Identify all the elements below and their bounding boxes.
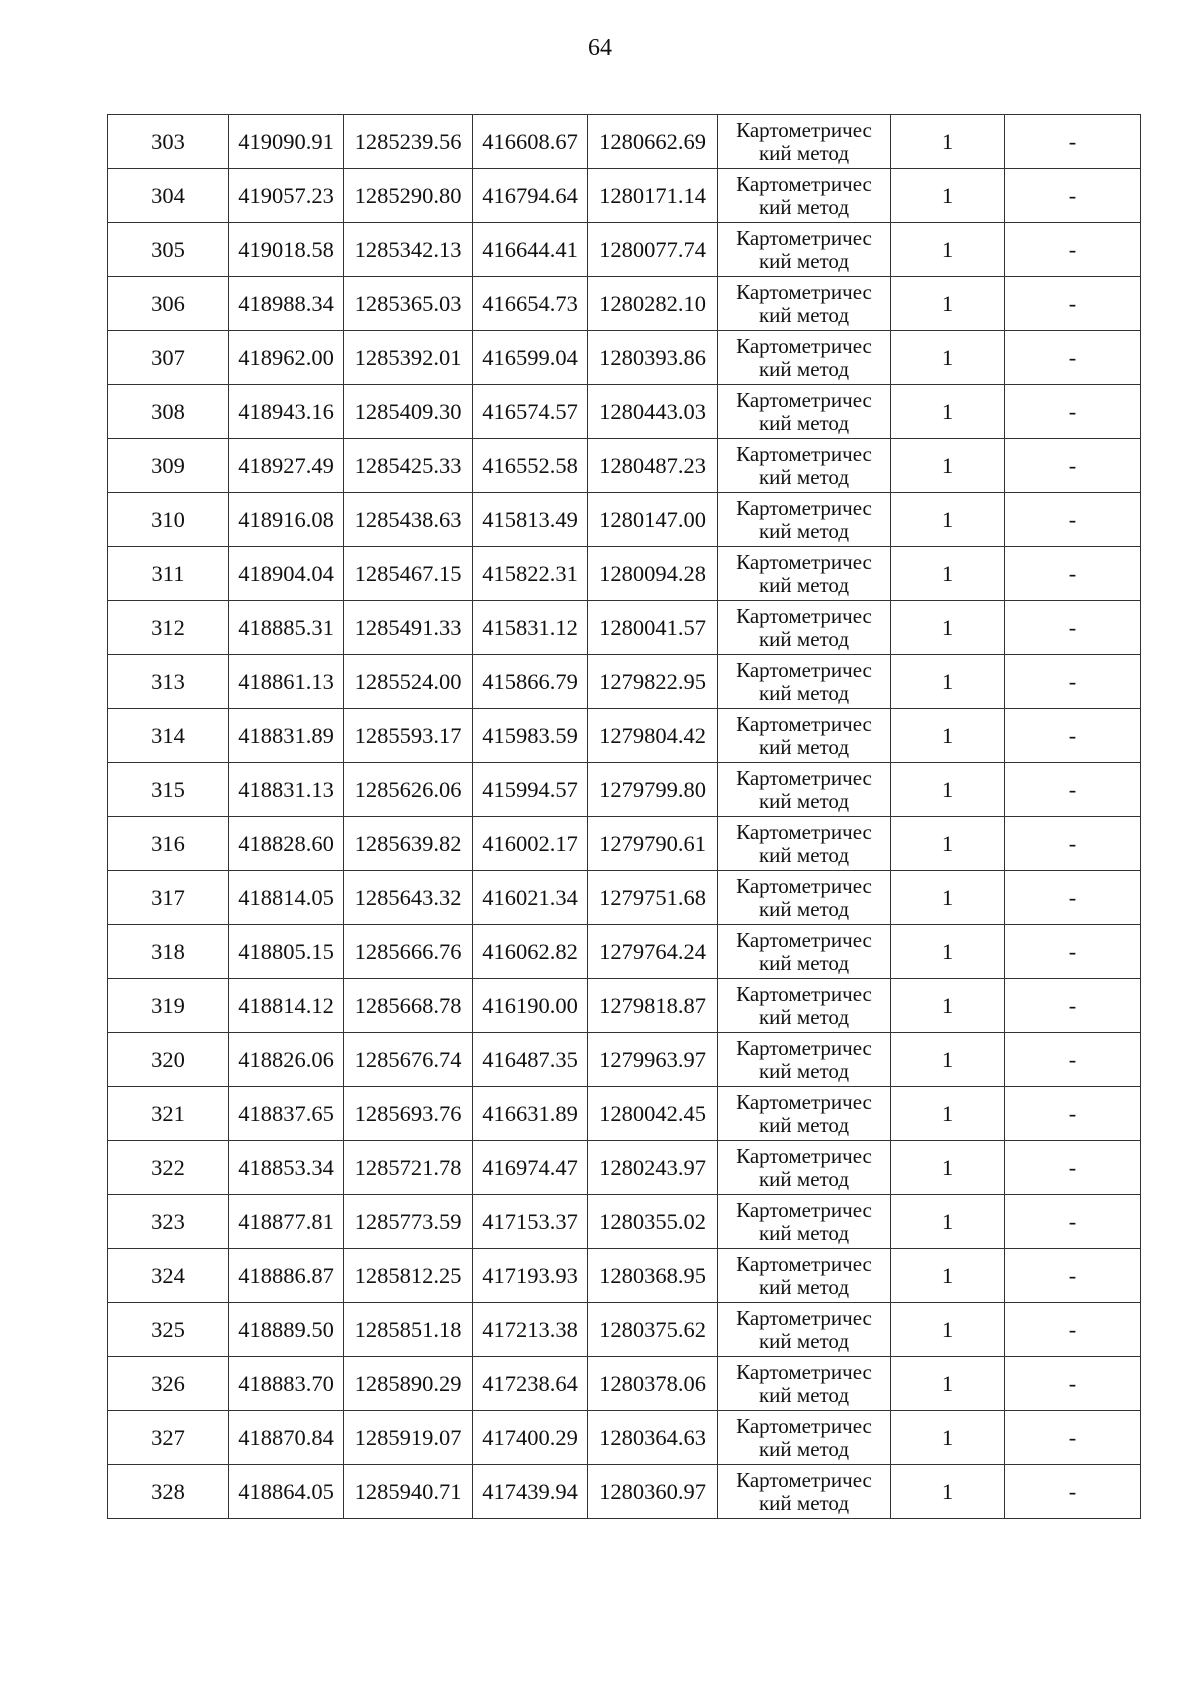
method-line-2: кий метод	[758, 410, 850, 435]
method-line-2: кий метод	[758, 626, 850, 651]
x-coord-existing-cell: 418916.08	[229, 493, 344, 547]
y-coord-existing-cell: 1285668.78	[344, 979, 473, 1033]
note-cell: -	[1005, 979, 1141, 1033]
method-cell	[718, 1195, 891, 1249]
x-coord-existing-cell: 418883.70	[229, 1357, 344, 1411]
method-line-1: Картометричес	[736, 1467, 872, 1492]
y-coord-existing-cell: 1285438.63	[344, 493, 473, 547]
method-line-1: Картометричес	[736, 873, 872, 898]
method-cell	[718, 1465, 891, 1519]
x-coord-existing-cell: 418885.31	[229, 601, 344, 655]
y-coord-existing-cell: 1285524.00	[344, 655, 473, 709]
method-line-1: Картометричес	[736, 1251, 872, 1276]
note-cell: -	[1005, 709, 1141, 763]
y-coord-existing-cell: 1285467.15	[344, 547, 473, 601]
method-line-2: кий метод	[758, 356, 850, 381]
method-line-1: Картометричес	[736, 495, 872, 520]
y-coord-new-cell: 1280094.28	[588, 547, 718, 601]
y-coord-existing-cell: 1285593.17	[344, 709, 473, 763]
method-line-2: кий метод	[758, 842, 850, 867]
y-coord-existing-cell: 1285425.33	[344, 439, 473, 493]
method-cell	[718, 1303, 891, 1357]
note-cell: -	[1005, 223, 1141, 277]
method-line-1: Картометричес	[736, 1413, 872, 1438]
table-row	[108, 925, 1141, 979]
table-row	[108, 979, 1141, 1033]
table-row	[108, 1249, 1141, 1303]
accuracy-cell: 1	[891, 1303, 1005, 1357]
method-line-1: Картометричес	[736, 657, 872, 682]
x-coord-new-cell: 416190.00	[473, 979, 588, 1033]
method-line-2: кий метод	[758, 788, 850, 813]
y-coord-new-cell: 1280147.00	[588, 493, 718, 547]
method-line-1: Картометричес	[736, 333, 872, 358]
x-coord-new-cell: 416631.89	[473, 1087, 588, 1141]
accuracy-cell: 1	[891, 709, 1005, 763]
note-cell: -	[1005, 817, 1141, 871]
x-coord-new-cell: 417439.94	[473, 1465, 588, 1519]
y-coord-existing-cell: 1285626.06	[344, 763, 473, 817]
method-line-2: кий метод	[758, 950, 850, 975]
accuracy-cell: 1	[891, 1411, 1005, 1465]
table-row	[108, 655, 1141, 709]
note-cell: -	[1005, 277, 1141, 331]
y-coord-existing-cell: 1285365.03	[344, 277, 473, 331]
method-line-2: кий метод	[758, 1328, 850, 1353]
method-line-1: Картометричес	[736, 117, 872, 142]
x-coord-existing-cell: 418853.34	[229, 1141, 344, 1195]
method-cell	[718, 925, 891, 979]
method-line-2: кий метод	[758, 248, 850, 273]
accuracy-cell: 1	[891, 979, 1005, 1033]
note-cell: -	[1005, 493, 1141, 547]
point-number-cell: 327	[108, 1411, 229, 1465]
method-cell	[718, 817, 891, 871]
point-number-cell: 324	[108, 1249, 229, 1303]
x-coord-new-cell: 416021.34	[473, 871, 588, 925]
x-coord-new-cell: 416574.57	[473, 385, 588, 439]
point-number-cell: 322	[108, 1141, 229, 1195]
y-coord-new-cell: 1280375.62	[588, 1303, 718, 1357]
method-line-1: Картометричес	[736, 279, 872, 304]
y-coord-new-cell: 1280282.10	[588, 277, 718, 331]
method-line-1: Картометричес	[736, 1197, 872, 1222]
point-number-cell: 320	[108, 1033, 229, 1087]
y-coord-new-cell: 1280364.63	[588, 1411, 718, 1465]
table-row	[108, 331, 1141, 385]
y-coord-existing-cell: 1285491.33	[344, 601, 473, 655]
note-cell: -	[1005, 115, 1141, 169]
y-coord-new-cell: 1280077.74	[588, 223, 718, 277]
method-cell	[718, 277, 891, 331]
accuracy-cell: 1	[891, 1465, 1005, 1519]
method-line-1: Картометричес	[736, 765, 872, 790]
table-row	[108, 817, 1141, 871]
method-cell	[718, 115, 891, 169]
point-number-cell: 311	[108, 547, 229, 601]
table-row	[108, 1465, 1141, 1519]
accuracy-cell: 1	[891, 871, 1005, 925]
x-coord-existing-cell: 418837.65	[229, 1087, 344, 1141]
method-cell	[718, 439, 891, 493]
method-cell	[718, 763, 891, 817]
x-coord-new-cell: 416062.82	[473, 925, 588, 979]
note-cell: -	[1005, 1357, 1141, 1411]
y-coord-existing-cell: 1285676.74	[344, 1033, 473, 1087]
method-line-2: кий метод	[758, 1382, 850, 1407]
accuracy-cell: 1	[891, 1195, 1005, 1249]
y-coord-new-cell: 1280487.23	[588, 439, 718, 493]
x-coord-existing-cell: 418877.81	[229, 1195, 344, 1249]
point-number-cell: 308	[108, 385, 229, 439]
y-coord-existing-cell: 1285342.13	[344, 223, 473, 277]
note-cell: -	[1005, 331, 1141, 385]
x-coord-new-cell: 417400.29	[473, 1411, 588, 1465]
x-coord-new-cell: 416487.35	[473, 1033, 588, 1087]
x-coord-new-cell: 417153.37	[473, 1195, 588, 1249]
method-cell	[718, 1249, 891, 1303]
x-coord-existing-cell: 419090.91	[229, 115, 344, 169]
table-row	[108, 115, 1141, 169]
method-line-1: Картометричес	[736, 819, 872, 844]
method-cell	[718, 1087, 891, 1141]
x-coord-existing-cell: 418904.04	[229, 547, 344, 601]
table-row	[108, 385, 1141, 439]
point-number-cell: 325	[108, 1303, 229, 1357]
note-cell: -	[1005, 1411, 1141, 1465]
table-row	[108, 1195, 1141, 1249]
method-line-2: кий метод	[758, 194, 850, 219]
x-coord-existing-cell: 418805.15	[229, 925, 344, 979]
y-coord-existing-cell: 1285643.32	[344, 871, 473, 925]
x-coord-existing-cell: 418870.84	[229, 1411, 344, 1465]
method-line-1: Картометричес	[736, 549, 872, 574]
accuracy-cell: 1	[891, 169, 1005, 223]
table-body	[108, 115, 1141, 1519]
method-line-2: кий метод	[758, 1112, 850, 1137]
accuracy-cell: 1	[891, 655, 1005, 709]
y-coord-new-cell: 1279790.61	[588, 817, 718, 871]
method-line-2: кий метод	[758, 1490, 850, 1515]
accuracy-cell: 1	[891, 763, 1005, 817]
accuracy-cell: 1	[891, 331, 1005, 385]
x-coord-new-cell: 416794.64	[473, 169, 588, 223]
method-line-2: кий метод	[758, 518, 850, 543]
table-row	[108, 169, 1141, 223]
x-coord-existing-cell: 418826.06	[229, 1033, 344, 1087]
accuracy-cell: 1	[891, 1249, 1005, 1303]
point-number-cell: 323	[108, 1195, 229, 1249]
y-coord-existing-cell: 1285851.18	[344, 1303, 473, 1357]
point-number-cell: 328	[108, 1465, 229, 1519]
method-line-2: кий метод	[758, 572, 850, 597]
method-cell	[718, 223, 891, 277]
x-coord-new-cell: 416599.04	[473, 331, 588, 385]
y-coord-new-cell: 1280243.97	[588, 1141, 718, 1195]
y-coord-new-cell: 1280368.95	[588, 1249, 718, 1303]
method-cell	[718, 709, 891, 763]
method-cell	[718, 871, 891, 925]
method-line-1: Картометричес	[736, 1305, 872, 1330]
table-row	[108, 871, 1141, 925]
x-coord-existing-cell: 418943.16	[229, 385, 344, 439]
y-coord-new-cell: 1280443.03	[588, 385, 718, 439]
method-line-1: Картометричес	[736, 171, 872, 196]
note-cell: -	[1005, 439, 1141, 493]
table-row	[108, 439, 1141, 493]
method-line-2: кий метод	[758, 1166, 850, 1191]
method-line-1: Картометричес	[736, 387, 872, 412]
x-coord-new-cell: 416552.58	[473, 439, 588, 493]
y-coord-existing-cell: 1285666.76	[344, 925, 473, 979]
x-coord-new-cell: 415831.12	[473, 601, 588, 655]
note-cell: -	[1005, 601, 1141, 655]
x-coord-existing-cell: 418988.34	[229, 277, 344, 331]
method-cell	[718, 547, 891, 601]
table-row	[108, 277, 1141, 331]
table-row	[108, 1303, 1141, 1357]
y-coord-new-cell: 1280171.14	[588, 169, 718, 223]
method-line-1: Картометричес	[736, 1359, 872, 1384]
x-coord-new-cell: 417238.64	[473, 1357, 588, 1411]
y-coord-new-cell: 1280355.02	[588, 1195, 718, 1249]
table-row	[108, 1087, 1141, 1141]
point-number-cell: 304	[108, 169, 229, 223]
note-cell: -	[1005, 1195, 1141, 1249]
note-cell: -	[1005, 385, 1141, 439]
method-cell	[718, 1141, 891, 1195]
note-cell: -	[1005, 1303, 1141, 1357]
y-coord-existing-cell: 1285890.29	[344, 1357, 473, 1411]
table-row	[108, 223, 1141, 277]
y-coord-new-cell: 1279751.68	[588, 871, 718, 925]
page-number: 64	[588, 35, 612, 61]
table-row	[108, 763, 1141, 817]
y-coord-existing-cell: 1285392.01	[344, 331, 473, 385]
method-line-2: кий метод	[758, 680, 850, 705]
point-number-cell: 312	[108, 601, 229, 655]
method-line-2: кий метод	[758, 1004, 850, 1029]
point-number-cell: 313	[108, 655, 229, 709]
note-cell: -	[1005, 169, 1141, 223]
coordinates-table	[107, 114, 1141, 1519]
y-coord-existing-cell: 1285721.78	[344, 1141, 473, 1195]
accuracy-cell: 1	[891, 925, 1005, 979]
x-coord-existing-cell: 418861.13	[229, 655, 344, 709]
table-row	[108, 493, 1141, 547]
x-coord-existing-cell: 419018.58	[229, 223, 344, 277]
method-cell	[718, 601, 891, 655]
method-cell	[718, 385, 891, 439]
y-coord-new-cell: 1279764.24	[588, 925, 718, 979]
accuracy-cell: 1	[891, 1087, 1005, 1141]
y-coord-existing-cell: 1285812.25	[344, 1249, 473, 1303]
method-cell	[718, 655, 891, 709]
table-row	[108, 1141, 1141, 1195]
point-number-cell: 316	[108, 817, 229, 871]
y-coord-existing-cell: 1285940.71	[344, 1465, 473, 1519]
y-coord-existing-cell: 1285639.82	[344, 817, 473, 871]
accuracy-cell: 1	[891, 439, 1005, 493]
method-line-2: кий метод	[758, 1436, 850, 1461]
x-coord-existing-cell: 418831.89	[229, 709, 344, 763]
x-coord-new-cell: 416608.67	[473, 115, 588, 169]
x-coord-existing-cell: 418864.05	[229, 1465, 344, 1519]
method-line-1: Картометричес	[736, 1035, 872, 1060]
x-coord-existing-cell: 418814.12	[229, 979, 344, 1033]
y-coord-new-cell: 1279963.97	[588, 1033, 718, 1087]
method-line-2: кий метод	[758, 1274, 850, 1299]
x-coord-new-cell: 415983.59	[473, 709, 588, 763]
method-line-2: кий метод	[758, 896, 850, 921]
method-cell	[718, 1033, 891, 1087]
method-cell	[718, 979, 891, 1033]
accuracy-cell: 1	[891, 385, 1005, 439]
y-coord-new-cell: 1279822.95	[588, 655, 718, 709]
accuracy-cell: 1	[891, 493, 1005, 547]
x-coord-existing-cell: 418886.87	[229, 1249, 344, 1303]
x-coord-new-cell: 415866.79	[473, 655, 588, 709]
method-line-1: Картометричес	[736, 711, 872, 736]
x-coord-existing-cell: 418927.49	[229, 439, 344, 493]
method-line-1: Картометричес	[736, 1143, 872, 1168]
table-row	[108, 1411, 1141, 1465]
x-coord-new-cell: 416654.73	[473, 277, 588, 331]
method-line-1: Картометричес	[736, 441, 872, 466]
y-coord-new-cell: 1280662.69	[588, 115, 718, 169]
method-cell	[718, 1357, 891, 1411]
accuracy-cell: 1	[891, 1141, 1005, 1195]
table-row	[108, 547, 1141, 601]
x-coord-new-cell: 416002.17	[473, 817, 588, 871]
method-line-2: кий метод	[758, 464, 850, 489]
y-coord-new-cell: 1279799.80	[588, 763, 718, 817]
point-number-cell: 314	[108, 709, 229, 763]
x-coord-existing-cell: 419057.23	[229, 169, 344, 223]
x-coord-new-cell: 415994.57	[473, 763, 588, 817]
accuracy-cell: 1	[891, 1033, 1005, 1087]
point-number-cell: 303	[108, 115, 229, 169]
y-coord-new-cell: 1279818.87	[588, 979, 718, 1033]
table-row	[108, 601, 1141, 655]
method-line-2: кий метод	[758, 734, 850, 759]
accuracy-cell: 1	[891, 601, 1005, 655]
point-number-cell: 319	[108, 979, 229, 1033]
note-cell: -	[1005, 1465, 1141, 1519]
note-cell: -	[1005, 1033, 1141, 1087]
point-number-cell: 305	[108, 223, 229, 277]
note-cell: -	[1005, 871, 1141, 925]
x-coord-existing-cell: 418814.05	[229, 871, 344, 925]
note-cell: -	[1005, 547, 1141, 601]
note-cell: -	[1005, 925, 1141, 979]
x-coord-new-cell: 417213.38	[473, 1303, 588, 1357]
y-coord-existing-cell: 1285919.07	[344, 1411, 473, 1465]
note-cell: -	[1005, 1087, 1141, 1141]
point-number-cell: 318	[108, 925, 229, 979]
y-coord-new-cell: 1280041.57	[588, 601, 718, 655]
point-number-cell: 306	[108, 277, 229, 331]
y-coord-new-cell: 1279804.42	[588, 709, 718, 763]
accuracy-cell: 1	[891, 547, 1005, 601]
point-number-cell: 307	[108, 331, 229, 385]
point-number-cell: 309	[108, 439, 229, 493]
point-number-cell: 326	[108, 1357, 229, 1411]
x-coord-new-cell: 416644.41	[473, 223, 588, 277]
y-coord-new-cell: 1280393.86	[588, 331, 718, 385]
x-coord-new-cell: 415822.31	[473, 547, 588, 601]
method-cell	[718, 331, 891, 385]
x-coord-new-cell: 417193.93	[473, 1249, 588, 1303]
method-line-2: кий метод	[758, 140, 850, 165]
y-coord-existing-cell: 1285409.30	[344, 385, 473, 439]
method-line-1: Картометричес	[736, 603, 872, 628]
x-coord-existing-cell: 418828.60	[229, 817, 344, 871]
y-coord-new-cell: 1280360.97	[588, 1465, 718, 1519]
method-line-1: Картометричес	[736, 225, 872, 250]
note-cell: -	[1005, 655, 1141, 709]
accuracy-cell: 1	[891, 277, 1005, 331]
y-coord-existing-cell: 1285290.80	[344, 169, 473, 223]
method-line-2: кий метод	[758, 1058, 850, 1083]
method-cell	[718, 1411, 891, 1465]
method-line-1: Картометричес	[736, 1089, 872, 1114]
accuracy-cell: 1	[891, 1357, 1005, 1411]
method-line-1: Картометричес	[736, 927, 872, 952]
point-number-cell: 321	[108, 1087, 229, 1141]
x-coord-existing-cell: 418831.13	[229, 763, 344, 817]
accuracy-cell: 1	[891, 115, 1005, 169]
table-row	[108, 709, 1141, 763]
y-coord-existing-cell: 1285239.56	[344, 115, 473, 169]
x-coord-existing-cell: 418962.00	[229, 331, 344, 385]
note-cell: -	[1005, 1249, 1141, 1303]
method-line-2: кий метод	[758, 302, 850, 327]
point-number-cell: 315	[108, 763, 229, 817]
method-line-2: кий метод	[758, 1220, 850, 1245]
note-cell: -	[1005, 1141, 1141, 1195]
method-line-1: Картометричес	[736, 981, 872, 1006]
method-cell	[718, 169, 891, 223]
accuracy-cell: 1	[891, 223, 1005, 277]
x-coord-existing-cell: 418889.50	[229, 1303, 344, 1357]
x-coord-new-cell: 416974.47	[473, 1141, 588, 1195]
table-row	[108, 1357, 1141, 1411]
point-number-cell: 310	[108, 493, 229, 547]
method-cell	[718, 493, 891, 547]
x-coord-new-cell: 415813.49	[473, 493, 588, 547]
y-coord-existing-cell: 1285693.76	[344, 1087, 473, 1141]
accuracy-cell: 1	[891, 817, 1005, 871]
y-coord-existing-cell: 1285773.59	[344, 1195, 473, 1249]
table-row	[108, 1033, 1141, 1087]
y-coord-new-cell: 1280378.06	[588, 1357, 718, 1411]
y-coord-new-cell: 1280042.45	[588, 1087, 718, 1141]
point-number-cell: 317	[108, 871, 229, 925]
note-cell: -	[1005, 763, 1141, 817]
